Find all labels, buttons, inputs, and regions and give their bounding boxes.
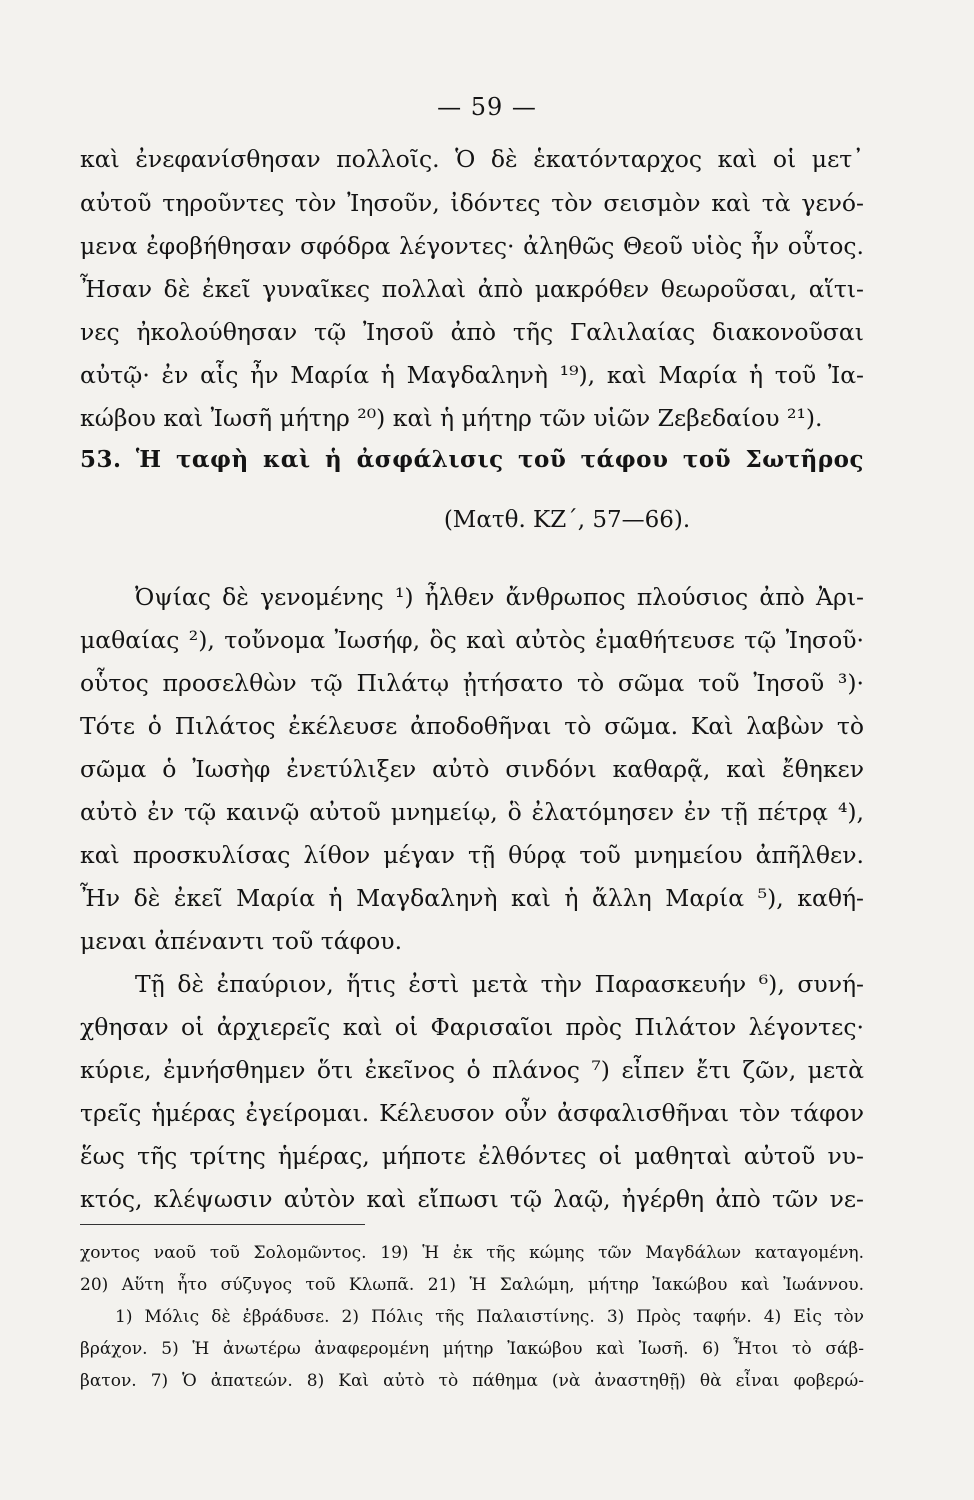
text-line: αὐτοῦ τηροῦντες τὸν Ἰησοῦν, ἰδόντες τὸν σεισμὸν καὶ τὰ γενό- — [80, 189, 864, 217]
text-line: οὗτος προσελθὼν τῷ Πιλάτῳ ᾐτήσατο τὸ σῶμα τοῦ Ἰησοῦ ³)· — [80, 669, 864, 697]
text-line: Ἦν δὲ ἐκεῖ Μαρία ἡ Μαγδαληνὴ καὶ ἡ ἄλλη Μαρία ⁵), καθή- — [80, 884, 864, 912]
footnote-line: βατον. 7) Ὁ ἀπατεών. 8) Καὶ αὐτὸ τὸ πάθημα (νὰ ἀναστηθῇ) θὰ εἶναι φοβερώ- — [80, 1371, 864, 1391]
text-line: Τῇ δὲ ἐπαύριον, ἥτις ἐστὶ μετὰ τὴν Παρασκευήν ⁶), συνή- — [135, 970, 864, 998]
text-line: μαθαίας ²), τοὔνομα Ἰωσήφ, ὃς καὶ αὐτὸς ἐμαθήτευσε τῷ Ἰησοῦ· — [80, 626, 864, 654]
page-number: — 59 — — [437, 93, 537, 121]
text-line: κτός, κλέψωσιν αὐτὸν καὶ εἴπωσι τῷ λαῷ, ἠγέρθη ἀπὸ τῶν νε- — [80, 1185, 864, 1213]
footnote-line: 20) Αὕτη ἦτο σύζυγος τοῦ Κλωπᾶ. 21) Ἡ Σαλώμη, μήτηρ Ἰακώβου καὶ Ἰωάννου. — [80, 1275, 864, 1295]
text-line: καὶ προσκυλίσας λίθον μέγαν τῇ θύρᾳ τοῦ μνημείου ἀπῆλθεν. — [80, 841, 864, 869]
text-line: Ὀψίας δὲ γενομένης ¹) ἦλθεν ἄνθρωπος πλούσιος ἀπὸ Ἀρι- — [135, 583, 864, 611]
text-line: σῶμα ὁ Ἰωσὴφ ἐνετύλιξεν αὐτὸ σινδόνι καθαρᾷ, καὶ ἔθηκεν — [80, 755, 864, 783]
text-line: μεναι ἀπέναντι τοῦ τάφου. — [80, 927, 403, 955]
text-line: καὶ ἐνεφανίσθησαν πολλοῖς. Ὁ δὲ ἑκατόνταρχος καὶ οἱ μετ᾽ — [80, 145, 864, 173]
footnote-line: βράχον. 5) Ἡ ἀνωτέρω ἀναφερομένη μήτηρ Ἰακώβου καὶ Ἰωσῆ. 6) Ἦτοι τὸ σάβ- — [80, 1339, 864, 1359]
text-line: αὐτῷ· ἐν αἷς ἦν Μαρία ἡ Μαγδαληνὴ ¹⁹), καὶ Μαρία ἡ τοῦ Ἰα- — [80, 361, 864, 389]
text-line: αὐτὸ ἐν τῷ καινῷ αὐτοῦ μνημείῳ, ὃ ἐλατόμησεν ἐν τῇ πέτρᾳ ⁴), — [80, 798, 864, 826]
scripture-reference: (Ματθ. ΚΖ΄, 57—66). — [443, 507, 691, 533]
text-line: τρεῖς ἡμέρας ἐγείρομαι. Κέλευσον οὖν ἀσφαλισθῆναι τὸν τάφον — [80, 1099, 864, 1127]
section-heading: 53. Ἡ ταφὴ καὶ ἡ ἀσφάλισις τοῦ τάφου τοῦ Σωτῆρος — [80, 446, 864, 473]
footnote-line: 1) Μόλις δὲ ἐβράδυσε. 2) Πόλις τῆς Παλαιστίνης. 3) Πρὸς ταφήν. 4) Εἰς τὸν — [115, 1307, 864, 1327]
text-line: Τότε ὁ Πιλάτος ἐκέλευσε ἀποδοθῆναι τὸ σῶμα. Καὶ λαβὼν τὸ — [80, 712, 864, 740]
text-line: κώβου καὶ Ἰωσῆ μήτηρ ²⁰) καὶ ἡ μήτηρ τῶν υἱῶν Ζεβεδαίου ²¹). — [80, 404, 823, 432]
text-line: νες ἠκολούθησαν τῷ Ἰησοῦ ἀπὸ τῆς Γαλιλαίας διακονοῦσαι — [80, 318, 864, 346]
text-line: Ἦσαν δὲ ἐκεῖ γυναῖκες πολλαὶ ἀπὸ μακρόθεν θεωροῦσαι, αἵτι- — [80, 275, 864, 303]
footnote-divider — [80, 1224, 365, 1225]
text-line: ἕως τῆς τρίτης ἡμέρας, μήποτε ἐλθόντες οἱ μαθηταὶ αὐτοῦ νυ- — [80, 1142, 864, 1170]
text-line: κύριε, ἐμνήσθημεν ὅτι ἐκεῖνος ὁ πλάνος ⁷) εἶπεν ἔτι ζῶν, μετὰ — [80, 1056, 864, 1084]
text-line: μενα ἐφοβήθησαν σφόδρα λέγοντες· ἀληθῶς Θεοῦ υἱὸς ἦν οὗτος. — [80, 232, 864, 260]
text-line: χθησαν οἱ ἀρχιερεῖς καὶ οἱ Φαρισαῖοι πρὸς Πιλάτον λέγοντες· — [80, 1013, 864, 1041]
footnote-line: χοντος ναοῦ τοῦ Σολομῶντος. 19) Ἡ ἐκ τῆς κώμης τῶν Μαγδάλων καταγομένη. — [80, 1243, 864, 1263]
